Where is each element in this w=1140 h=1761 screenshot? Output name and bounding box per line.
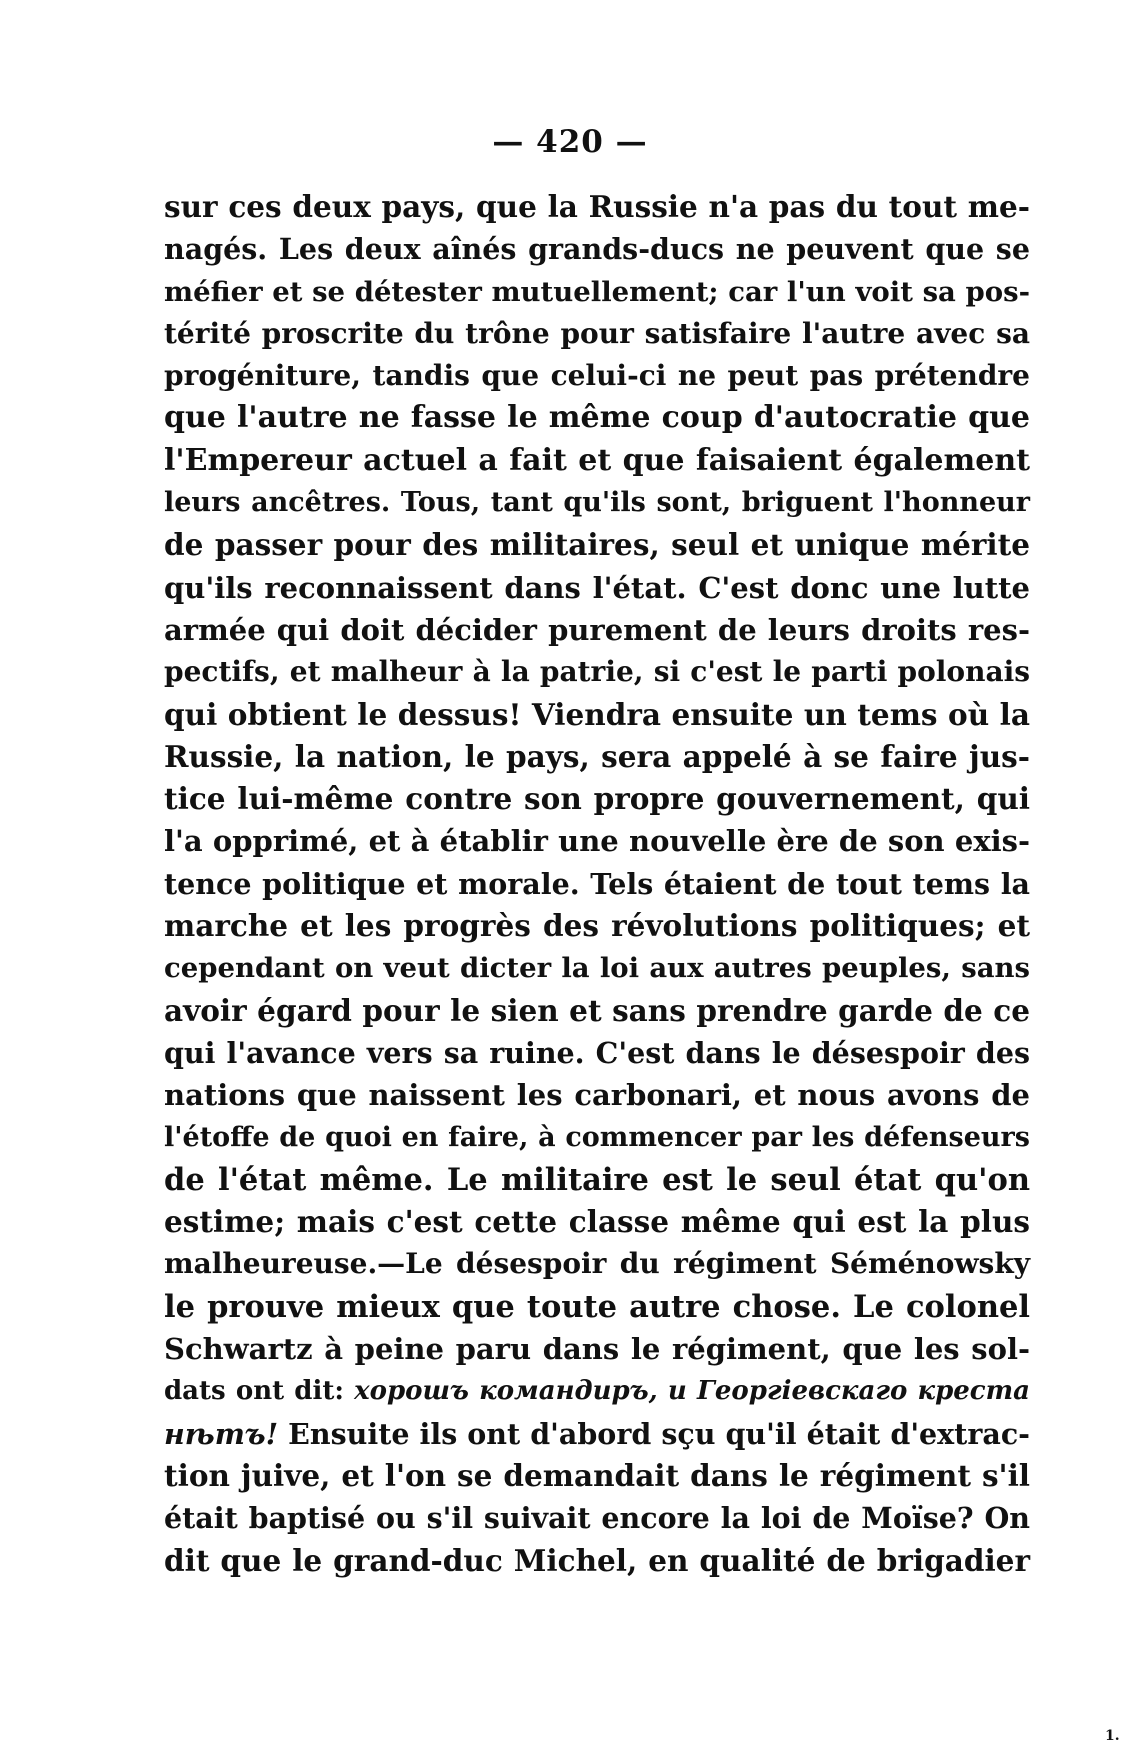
text-line: l'étoffe de quoi en faire, à commencer par les défenseurs [164,1121,1030,1153]
text-line: estime; mais c'est cette classe même qui est la plus [164,1204,1030,1240]
text-line: nagés. Les deux aînés grands-ducs ne peuvent que se [164,232,1030,267]
text-line: malheureuse.—Le désespoir du régiment Séménowsky [164,1247,1030,1281]
text-line: tence politique et morale. Tels étaient de tout tems la [164,866,1030,901]
text-line: Russie, la nation, le pays, sera appelé à se faire jus- [164,738,1030,774]
text-line: tion juive, et l'on se demandait dans le régiment s'il [164,1457,1030,1493]
text-line: était baptisé ou s'il suivait encore la loi de Moïse? On [164,1501,1030,1536]
text-line: marche et les progrès des révolutions politiques; et [164,908,1030,944]
text-line: qui l'avance vers sa ruine. C'est dans le désespoir des [164,1035,1030,1070]
text-line: qui obtient le dessus! Viendra ensuite un tems où la [164,696,1030,732]
text-line: térité proscrite du trône pour satisfaire l'autre avec sa [164,316,1030,350]
text-line: l'Empereur actuel a fait et que faisaient également [164,442,1030,478]
text-line: l'a opprimé, et à établir une nouvelle ère de son exis- [164,824,1030,859]
text-line: nations que naissent les carbonari, et nous avons de [164,1078,1030,1113]
text-line: avoir égard pour le sien et sans prendre garde de ce [164,992,1030,1028]
text-line: de passer pour des militaires, seul et unique mérite [164,527,1030,563]
body-text [164,186,1030,1582]
text-line: sur ces deux pays, que la Russie n'a pas du tout me- [164,189,1030,224]
text-line: Schwartz à peine paru dans le régiment, que les sol- [164,1332,1030,1367]
text-line: pectifs, et malheur à la patrie, si c'est le parti polonais [164,655,1030,689]
text-line: cependant on veut dicter la loi aux autres peuples, sans [164,952,1030,985]
text-segment: Ensuite ils ont d'abord sçu qu'il était d'extrac- [278,1416,1030,1451]
text-line: le prouve mieux que toute autre chose. Le colonel [164,1288,1030,1325]
text-line: dit que le grand-duc Michel, en qualité de brigadier [164,1542,1030,1578]
russian-quote: хорошъ командиръ, и Георгіевскаго креста [354,1376,1030,1407]
text-line: leurs ancêtres. Tous, tant qu'ils sont, briguent l'honneur [164,487,1030,519]
text-line: qu'ils reconnaissent dans l'état. C'est donc une lutte [164,570,1030,605]
text-line: que l'autre ne fasse le même coup d'autocratie que [164,400,1030,436]
text-line-mixed [164,1413,1030,1455]
text-line: méfier et se détester mutuellement; car l'un voit sa pos- [164,275,1030,308]
text-segment: dats ont dit: [164,1376,355,1407]
text-line: progéniture, tandis que celui-ci ne peut pas prétendre [164,359,1030,393]
signature-mark: 1. [1105,1728,1120,1744]
russian-quote: нѣтъ! [164,1416,279,1451]
text-line: de l'état même. Le militaire est le seul état qu'on [164,1161,1030,1198]
page-number: — 420 — [492,124,648,160]
text-line: tice lui-même contre son propre gouvernement, qui [164,781,1030,817]
text-line-mixed [164,1370,1030,1412]
text-line: armée qui doit décider purement de leurs droits res- [164,612,1030,647]
